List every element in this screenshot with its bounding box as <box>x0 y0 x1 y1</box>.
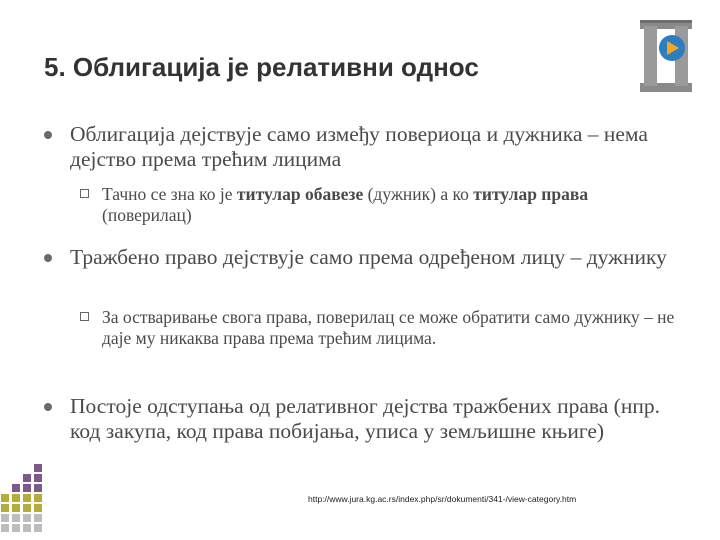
bullet-square-icon <box>80 312 89 321</box>
logo-emblem-icon <box>634 18 698 94</box>
sub-bullet-item-1 <box>80 184 680 226</box>
bullet-dot-icon <box>44 403 52 411</box>
bullet-dot-icon <box>44 254 52 262</box>
bold-term: титулар права <box>473 184 589 204</box>
bullet-text: Тражбено право дејствује само према одређеном лицу – дужнику <box>70 245 667 269</box>
bullet-item-2 <box>44 245 684 270</box>
bullet-text: Постоје одступања од релативног дејства тражбених права (нпр. код закупа, код права побијања, уписа у земљишне књиге) <box>70 394 660 443</box>
bold-term: титулар обавезе <box>236 184 364 204</box>
footer-url-link[interactable]: http://www.jura.kg.ac.rs/index.php/sr/dokumenti/341-/view-category.htm <box>308 494 577 504</box>
text-part: (дужник) а ко <box>363 184 474 204</box>
text-part: (поверилац) <box>102 205 192 225</box>
bullet-dot-icon <box>44 131 52 139</box>
text-part: Тачно се зна ко је <box>102 184 237 204</box>
bullet-square-icon <box>80 189 89 198</box>
sub-bullet-text <box>102 184 680 226</box>
bullet-item-1 <box>44 122 684 172</box>
slide-title: 5. Облигација је релативни однос <box>44 52 479 82</box>
decorative-square-grid-icon <box>0 462 46 534</box>
bullet-item-3 <box>44 394 684 444</box>
sub-bullet-item-2 <box>80 307 680 349</box>
bullet-text: Облигација дејствује само између повериоца и дужника – нема дејство према трећим лицима <box>70 122 648 171</box>
sub-bullet-text: За остваривање свога права, поверилац се може обратити само дужнику – не даје му никаква права према трећим лицима. <box>102 307 675 348</box>
